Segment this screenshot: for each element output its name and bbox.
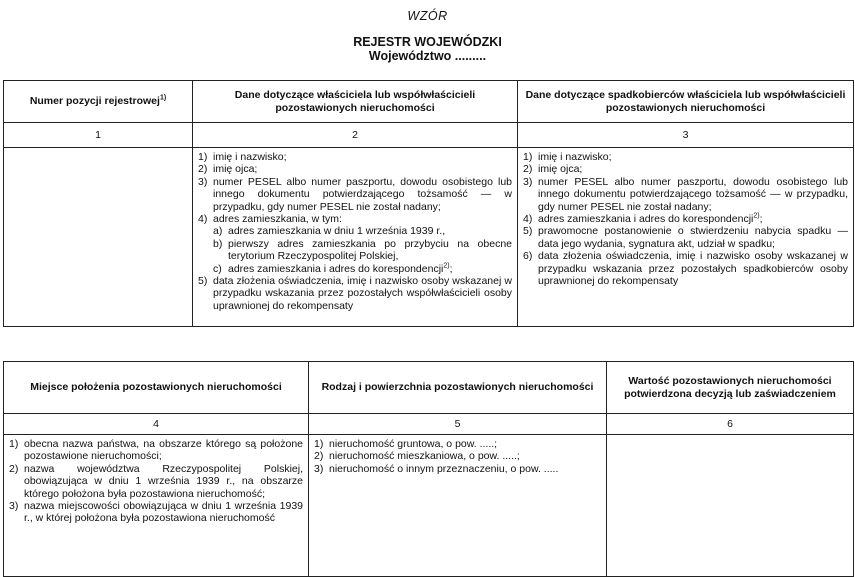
list-item: 2) nazwa województwa Rzeczypospolitej Polskiej, obowiązująca w dniu 1 września 1939 r., na obszarze którego położona była pozostawiona nieruchomość; bbox=[9, 462, 303, 500]
col6-body bbox=[607, 435, 854, 577]
col2-header: Dane dotyczące właściciela lub współwłaścicieli pozostawionych nieruchomości bbox=[193, 81, 518, 123]
col6-number: 6 bbox=[607, 414, 854, 435]
col3-number: 3 bbox=[518, 123, 854, 148]
voivodeship-line: Województwo ......... bbox=[368, 49, 487, 63]
col4-header: Miejsce położenia pozostawionych nieruchomości bbox=[4, 362, 309, 414]
owner-data-list bbox=[198, 151, 512, 312]
col1-footnote-marker: 1) bbox=[159, 94, 167, 102]
sublist-item: b) pierwszy adres zamieszkania po przybyciu na obecne terytorium Rzeczypospolitej Polskiej, bbox=[213, 237, 512, 263]
col3-header: Dane dotyczące spadkobierców właściciela lub współwłaścicieli pozostawionych nieruchomości bbox=[518, 81, 854, 123]
list-item: 2) imię ojca; bbox=[198, 163, 258, 176]
list-item: 2) imię ojca; bbox=[523, 163, 583, 176]
location-list bbox=[9, 438, 303, 525]
list-item: 3) numer PESEL albo numer paszportu, dowodu osobistego lub innego dokumentu potwierdzającego tożsamość — w przypadku, gdy numer PESEL nie został nadany; bbox=[198, 175, 512, 213]
col1-header bbox=[4, 81, 193, 123]
list-item: 3) numer PESEL albo numer paszportu, dowodu osobistego lub innego dokumentu potwierdzającego tożsamość — w przypadku, gdy numer PESEL nie został nadany; bbox=[523, 175, 848, 213]
list-item: 2) nieruchomość mieszkaniowa, o pow. .....; bbox=[314, 450, 520, 463]
col5-number: 5 bbox=[309, 414, 607, 435]
register-table-top bbox=[3, 80, 854, 327]
heirs-data-list bbox=[523, 151, 848, 287]
col2-body bbox=[193, 148, 518, 327]
col1-number: 1 bbox=[4, 123, 193, 148]
list-item: 6) data złożenia oświadczenia, imię i nazwisko osoby wskazanej w przypadku wskazania przez pozostałych spadkobierców osoby uprawnionej do rekompensaty bbox=[523, 250, 848, 288]
col4-body bbox=[4, 435, 309, 577]
list-item: 4) adres zamieszkania, w tym: a) adres zamieszkania w dniu 1 września 1939 r., b) pierwszy adres zamieszkania po przybyciu na obecne terytorium Rzeczypospolitej Polskiej, c) adres zamieszkania i adres do korespondencji$^{2)}$; bbox=[198, 213, 512, 275]
col5-header: Rodzaj i powierzchnia pozostawionych nieruchomości bbox=[309, 362, 607, 414]
list-item: 1) imię i nazwisko; bbox=[523, 151, 612, 163]
property-type-list bbox=[314, 438, 601, 475]
list-item: 3) nazwa miejscowości obowiązująca w dniu 1 września 1939 r., w której położona była pozostawiona nieruchomość bbox=[9, 500, 303, 525]
col2-number: 2 bbox=[193, 123, 518, 148]
col1-body bbox=[4, 148, 193, 327]
col5-body bbox=[309, 435, 607, 577]
list-item: 1) obecna nazwa państwa, na obszarze którego są położone pozostawione nieruchomości; bbox=[9, 438, 303, 463]
document-label: WZÓR bbox=[407, 9, 448, 23]
list-item: 5) prawomocne postanowienie o stwierdzeniu nabycia spadku — data jego wydania, sygnatura akt, udział w spadku; bbox=[523, 225, 848, 250]
col3-body bbox=[518, 148, 854, 327]
register-title: REJESTR WOJEWÓDZKI bbox=[353, 35, 502, 49]
sublist-item: a) adres zamieszkania w dniu 1 września 1939 r., bbox=[213, 225, 446, 238]
list-item: 4) adres zamieszkania i adres do korespondencji$^{2)}$; bbox=[523, 212, 763, 226]
list-item: 1) imię i nazwisko; bbox=[198, 151, 287, 163]
list-item: 5) data złożenia oświadczenia, imię i nazwisko osoby wskazanej w przypadku wskazania przez pozostałych współwłaścicieli osoby uprawnionej do rekompensaty bbox=[198, 275, 512, 312]
col6-header: Wartość pozostawionych nieruchomości potwierdzona decyzją lub zaświadczeniem bbox=[607, 362, 854, 414]
col1-header-label: Numer pozycji rejestrowej bbox=[29, 95, 160, 108]
sublist-item: c) adres zamieszkania i adres do korespondencji$^{2)}$; bbox=[213, 262, 453, 275]
list-item: 1) nieruchomość gruntowa, o pow. .....; bbox=[314, 438, 498, 450]
document-title bbox=[0, 35, 855, 63]
col4-number: 4 bbox=[4, 414, 309, 435]
address-sublist bbox=[213, 225, 512, 275]
register-table-bottom bbox=[3, 361, 854, 577]
list-item: 3) nieruchomość o innym przeznaczeniu, o pow. ..... bbox=[314, 462, 559, 475]
